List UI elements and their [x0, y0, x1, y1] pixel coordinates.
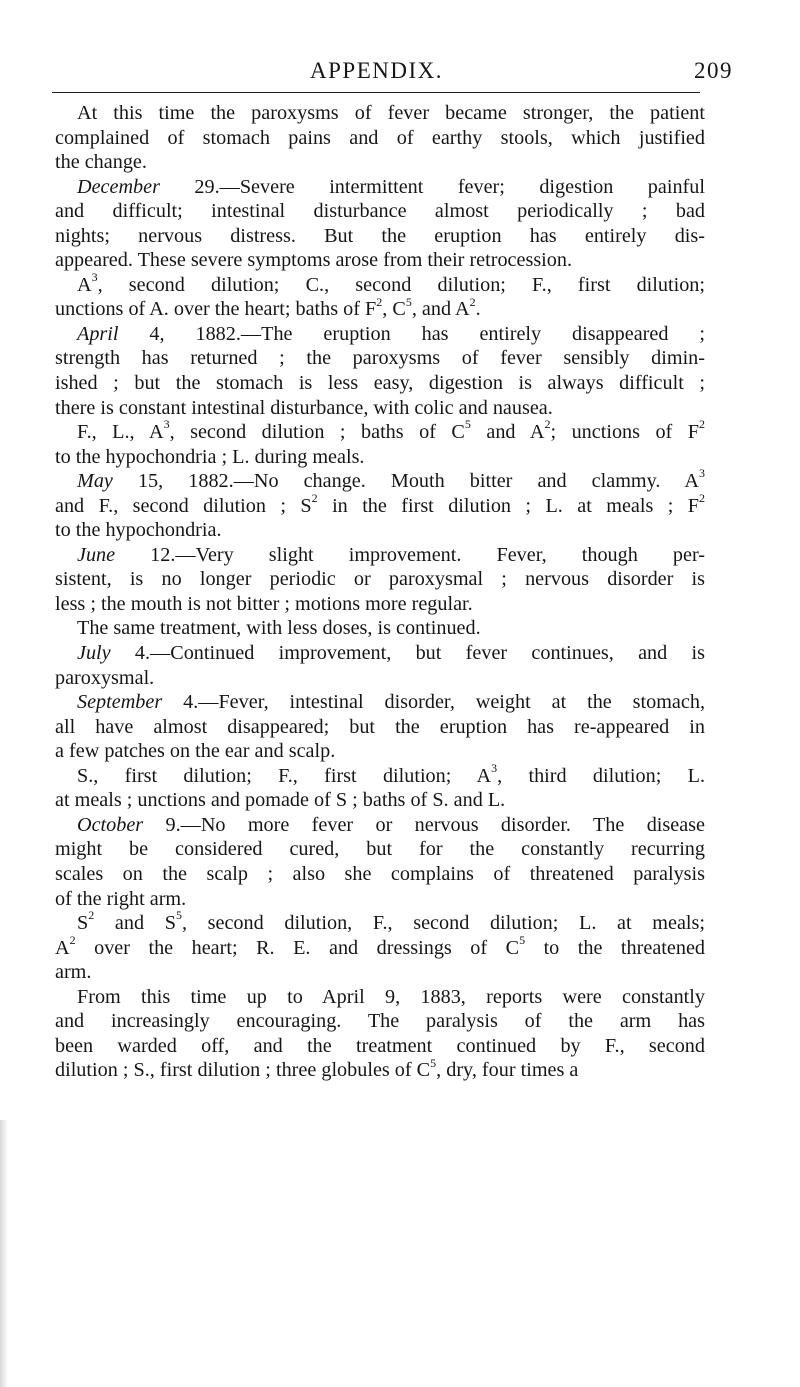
- text-line: and difficult; intestinal disturbance almost periodically ; bad: [55, 200, 705, 223]
- paragraph: [55, 813, 705, 911]
- text-line: strength has returned ; the paroxysms of fever sensibly dimin-: [55, 347, 705, 370]
- entry-date: September: [77, 691, 163, 714]
- text-line: appeared. These severe symptoms arose from their retrocession.: [55, 249, 573, 272]
- text-line: less ; the mouth is not bitter ; motions more regular.: [55, 592, 473, 615]
- paragraph: [55, 322, 705, 420]
- text-line: a few patches on the ear and scalp.: [55, 740, 336, 763]
- text-line: and F., second dilution ; $S^2$ in the first dilution ; L. at meals ; $F^2$: [55, 491, 706, 517]
- text-line: S., first dilution; F., first dilution; $A^3$, third dilution; L.: [77, 761, 705, 787]
- text-line: April 4, 1882.—The eruption has entirely disappeared ;: [77, 322, 705, 345]
- text-line: and increasingly encouraging. The paralysis of the arm has: [55, 1010, 705, 1033]
- text-line: the change.: [55, 151, 147, 174]
- text-line: ished ; but the stomach is less easy, digestion is always difficult ;: [55, 372, 705, 395]
- text-line: $A^3$, second dilution; C., second dilution; F., first dilution;: [77, 270, 705, 296]
- text-line: unctions of A. over the heart; baths of $F^2$, $C^5$, and $A^2$.: [55, 294, 481, 321]
- text-line: to the hypochondria ; L. during meals.: [55, 445, 365, 468]
- text-line: of the right arm.: [55, 887, 187, 910]
- text-line: September 4.—Fever, intestinal disorder, weight at the stomach,: [77, 691, 705, 714]
- text-line: October 9.—No more fever or nervous disorder. The disease: [77, 813, 705, 836]
- text-line: might be considered cured, but for the constantly recurring: [55, 838, 705, 861]
- entry-date: May: [77, 470, 113, 493]
- paragraph: [55, 985, 705, 1083]
- body-text: [55, 101, 705, 1083]
- page-edge-shadow: [0, 1120, 8, 1387]
- text-line: The same treatment, with less doses, is continued.: [77, 617, 481, 640]
- text-line: complained of stomach pains and of earthy stools, which justified: [55, 126, 705, 149]
- text-line: arm.: [55, 961, 92, 984]
- paragraph: [55, 908, 705, 985]
- text-line: June 12.—Very slight improvement. Fever, though per-: [77, 543, 705, 566]
- entry-date: December: [77, 175, 160, 198]
- text-line: nights; nervous distress. But the eruption has entirely dis-: [55, 224, 705, 247]
- text-line: May 15, 1882.—No change. Mouth bitter and clammy. $A^3$: [77, 466, 705, 493]
- text-line: paroxysmal.: [55, 666, 155, 689]
- text-line: sistent, is no longer periodic or paroxysmal ; nervous disorder is: [55, 568, 705, 591]
- paragraph: [55, 175, 705, 273]
- paragraph: [55, 101, 705, 175]
- paragraph: [55, 543, 705, 617]
- paragraph: [55, 616, 705, 641]
- paragraph: [55, 270, 705, 322]
- text-line: scales on the scalp ; also she complains of threatened paralysis: [55, 862, 705, 885]
- text-line: From this time up to April 9, 1883, reports were constantly: [77, 985, 705, 1008]
- entry-date: April: [77, 322, 119, 345]
- text-line: there is constant intestinal disturbance, with colic and nausea.: [55, 396, 553, 419]
- entry-date: October: [77, 813, 144, 836]
- text-line: dilution ; S., first dilution ; three globules of $C^5$, dry, four times a: [55, 1055, 579, 1082]
- paragraph: [55, 690, 705, 764]
- text-line: $A^2$ over the heart; R. E. and dressings of $C^5$ to the threatened: [55, 932, 705, 959]
- text-line: $S^2$ and $S^5$, second dilution, F., second dilution; L. at meals;: [77, 908, 705, 935]
- paragraph: [55, 417, 705, 469]
- text-line: to the hypochondria.: [55, 519, 222, 542]
- page-header: [52, 58, 752, 90]
- text-line: been warded off, and the treatment continued by F., second: [55, 1034, 705, 1057]
- text-line: At this time the paroxysms of fever became stronger, the patient: [77, 102, 705, 124]
- text-line: at meals ; unctions and pomade of S ; baths of S. and L.: [55, 789, 506, 812]
- text-line: December 29.—Severe intermittent fever; digestion painful: [77, 175, 705, 198]
- paragraph: [55, 641, 705, 690]
- text-line: July 4.—Continued improvement, but fever continues, and is: [77, 642, 705, 665]
- text-line: all have almost disappeared; but the eruption has re-appeared in: [55, 715, 705, 738]
- header-rule: [52, 92, 700, 93]
- paragraph: [55, 761, 705, 813]
- page-number: 209: [694, 58, 733, 83]
- entry-date: July: [77, 642, 111, 665]
- paragraph: [55, 466, 706, 543]
- running-title: APPENDIX.: [310, 58, 443, 83]
- text-line: F., L., $A^3$, second dilution ; baths of $C^5$ and $A^2$; unctions of $F^2$: [77, 417, 705, 444]
- entry-date: June: [77, 543, 116, 566]
